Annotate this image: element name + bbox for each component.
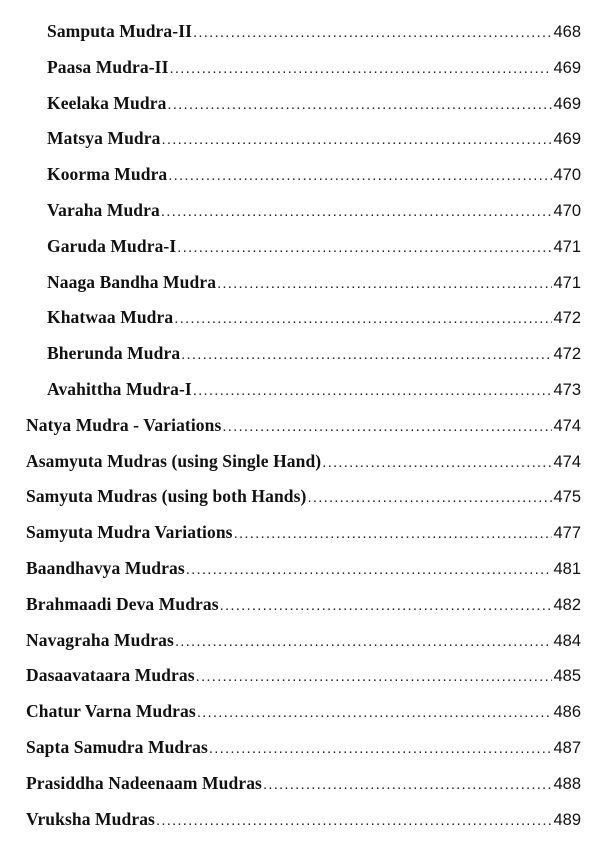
toc-entry-title: Naaga Bandha Mudra [47, 271, 217, 292]
toc-entry-page: 472 [553, 345, 581, 364]
toc-entry-page: 471 [553, 273, 581, 292]
toc-entry-page: 469 [553, 58, 581, 77]
dot-leader [263, 771, 553, 799]
toc-entry-page: 477 [553, 524, 581, 543]
toc-entry [0, 447, 600, 483]
toc-entry-title: Koorma Mudra [47, 164, 168, 185]
dot-leader [174, 305, 552, 333]
toc-entry-page: 469 [553, 94, 581, 113]
dot-leader [186, 556, 553, 584]
toc-entry-title: Matsya Mudra [47, 128, 161, 149]
table-of-contents [0, 17, 600, 840]
toc-entry [0, 626, 600, 662]
toc-entry [0, 17, 600, 53]
toc-entry-page: 470 [553, 201, 581, 220]
toc-entry-title: Navagraha Mudras [26, 629, 174, 650]
dot-leader [234, 520, 553, 548]
dot-leader [217, 270, 552, 298]
toc-entry [0, 554, 600, 590]
toc-entry-title: Baandhavya Mudras [26, 557, 185, 578]
dot-leader [209, 735, 553, 763]
toc-entry-title: Samputa Mudra-II [47, 21, 193, 41]
toc-entry [0, 697, 600, 733]
toc-entry-page: 468 [553, 23, 581, 41]
toc-entry [0, 53, 600, 89]
toc-entry-page: 472 [553, 309, 581, 328]
toc-entry-title: Garuda Mudra-I [47, 235, 177, 256]
toc-entry-page: 474 [553, 452, 581, 471]
toc-entry-title: Asamyuta Mudras (using Single Hand) [26, 450, 322, 471]
toc-entry-title: Keelaka Mudra [47, 92, 167, 113]
toc-entry-page: 487 [553, 738, 581, 757]
dot-leader [196, 663, 553, 691]
toc-entry [0, 160, 600, 196]
toc-entry-page: 485 [553, 667, 581, 686]
dot-leader [322, 449, 552, 477]
dot-leader [193, 19, 552, 47]
toc-entry [0, 232, 600, 268]
toc-entry-title: Samyuta Mudras (using both Hands) [26, 486, 307, 507]
toc-entry [0, 661, 600, 697]
toc-entry [0, 339, 600, 375]
toc-entry-title: Samyuta Mudra Variations [26, 522, 233, 543]
toc-entry-title: Varaha Mudra [47, 199, 160, 220]
dot-leader [197, 699, 553, 727]
toc-entry-page: 473 [553, 380, 581, 399]
toc-entry-page: 488 [553, 774, 581, 793]
toc-entry-title: Brahmaadi Deva Mudras [26, 593, 219, 614]
toc-entry-title: Vruksha Mudras [26, 808, 155, 829]
toc-entry-page: 475 [553, 488, 581, 507]
dot-leader [222, 413, 552, 441]
toc-entry [0, 769, 600, 805]
toc-entry-title: Khatwaa Mudra [47, 307, 174, 328]
toc-entry [0, 89, 600, 125]
toc-entry-title: Natya Mudra - Variations [26, 414, 222, 435]
toc-entry-title: Paasa Mudra-II [47, 56, 169, 77]
toc-entry [0, 590, 600, 626]
toc-entry-page: 481 [553, 559, 581, 578]
toc-entry-page: 489 [553, 810, 581, 829]
dot-leader [220, 592, 553, 620]
toc-entry-page: 474 [553, 416, 581, 435]
dot-leader [177, 234, 552, 262]
toc-entry [0, 482, 600, 518]
toc-entry [0, 518, 600, 554]
dot-leader [169, 55, 552, 83]
toc-entry-title: Bherunda Mudra [47, 343, 181, 364]
toc-entry [0, 196, 600, 232]
toc-entry-title: Dasaavataara Mudras [26, 665, 195, 686]
toc-entry [0, 124, 600, 160]
toc-entry-title: Avahittha Mudra-I [47, 378, 192, 399]
toc-entry [0, 411, 600, 447]
dot-leader [193, 377, 553, 405]
dot-leader [156, 807, 553, 835]
toc-entry [0, 268, 600, 304]
toc-entry [0, 805, 600, 841]
toc-entry [0, 375, 600, 411]
dot-leader [168, 162, 552, 190]
dot-leader [181, 341, 552, 369]
toc-entry-title: Sapta Samudra Mudras [26, 736, 208, 757]
toc-entry-title: Chatur Varna Mudras [26, 701, 196, 722]
toc-entry-page: 482 [553, 595, 581, 614]
toc-entry-page: 486 [553, 703, 581, 722]
dot-leader [167, 91, 552, 119]
toc-entry-title: Prasiddha Nadeenaam Mudras [26, 772, 262, 793]
toc-entry-page: 470 [553, 166, 581, 185]
toc-entry [0, 303, 600, 339]
toc-entry [0, 733, 600, 769]
dot-leader [161, 198, 553, 226]
dot-leader [307, 484, 552, 512]
toc-entry-page: 471 [553, 237, 581, 256]
toc-entry-page: 484 [553, 631, 581, 650]
dot-leader [161, 126, 552, 154]
dot-leader [175, 628, 553, 656]
toc-entry-page: 469 [553, 130, 581, 149]
